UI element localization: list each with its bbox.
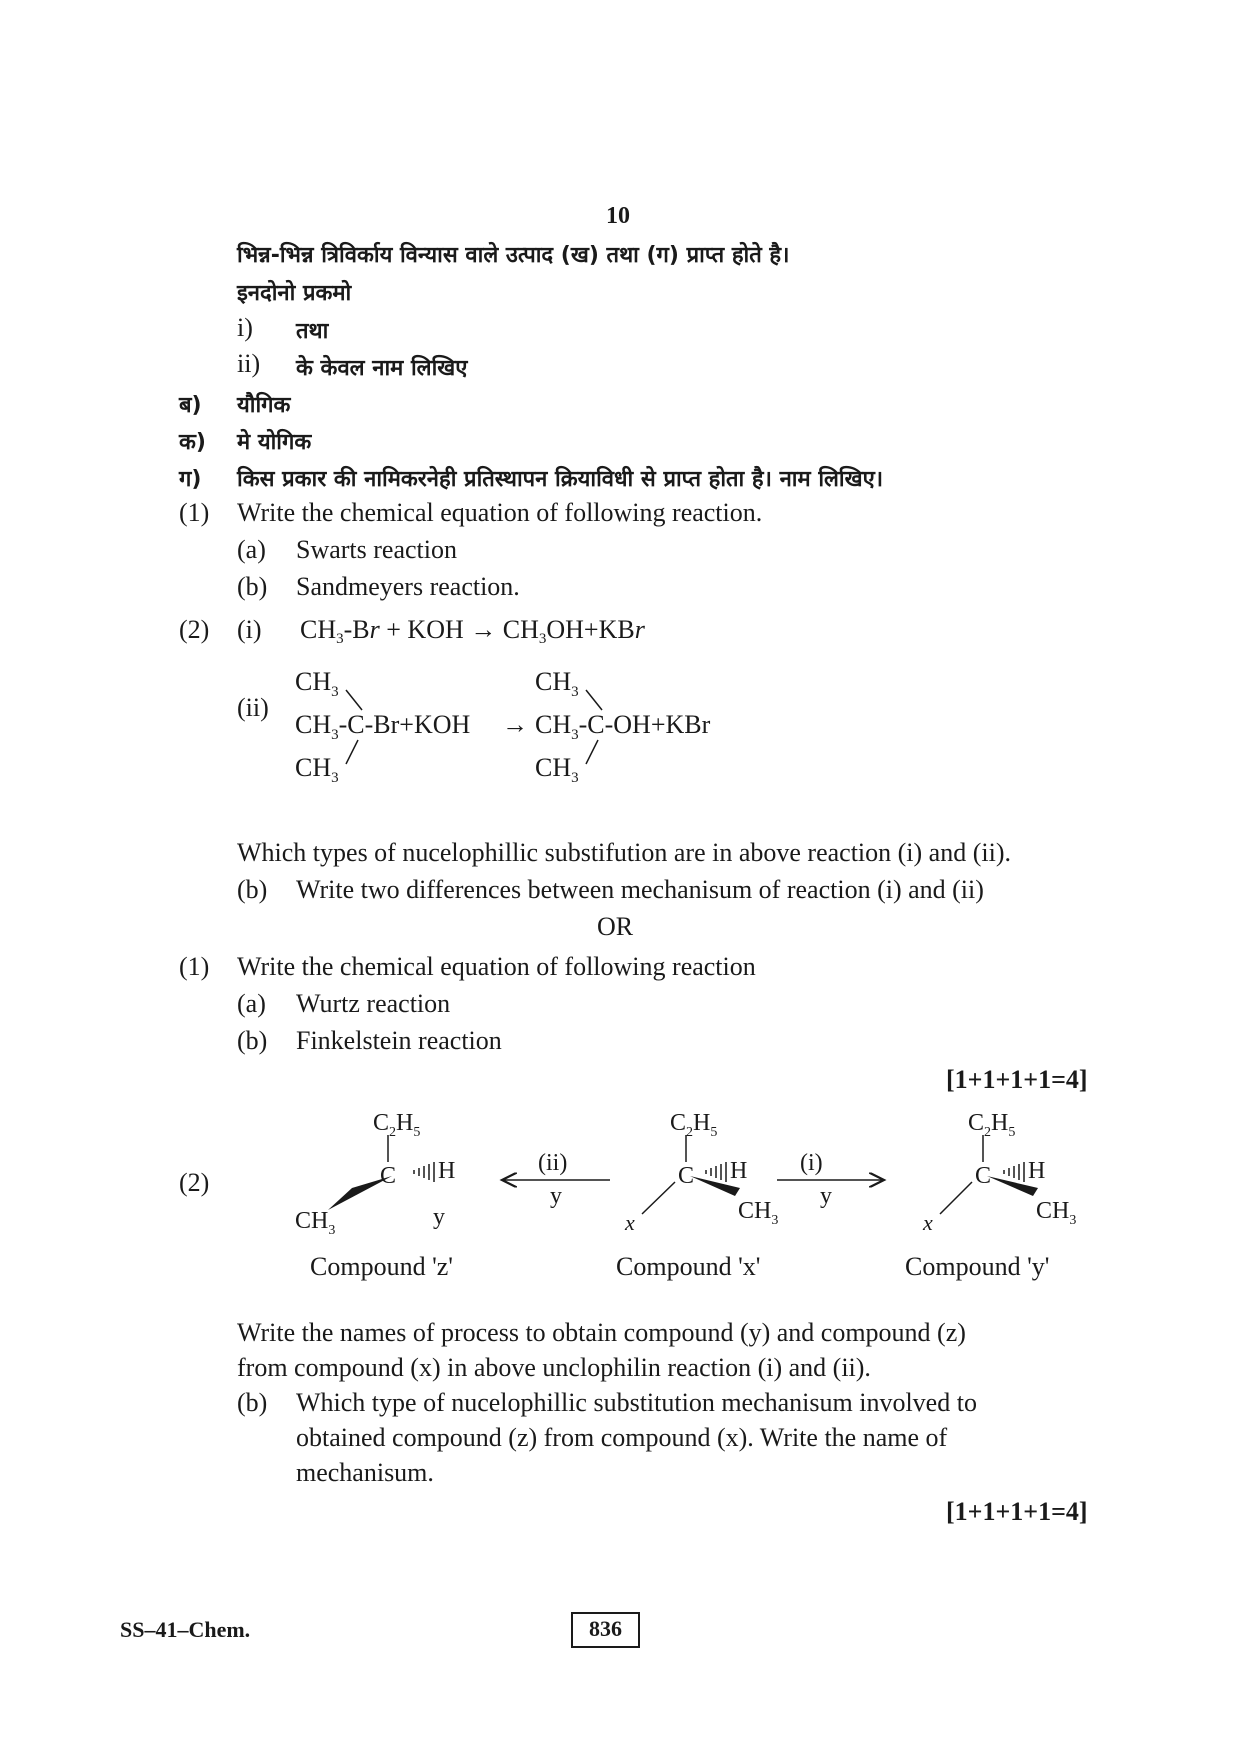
hindi-line-2: इनदोनो प्रकमो — [237, 281, 352, 306]
compound-y-label: Compound 'y' — [905, 1252, 1050, 1281]
stereo-diagram — [280, 1100, 1120, 1300]
arrow-right-bottom-label: y — [820, 1183, 832, 1209]
q1-or-a-label: (a) — [237, 989, 266, 1018]
svg-text:x: x — [923, 1210, 933, 1235]
svg-text:CH3: $CH_3$ — [295, 667, 339, 700]
q2-or-number: (2) — [179, 1168, 210, 1197]
hindi-ka-text: मे योगिक — [237, 430, 312, 455]
q2-i-equation: $CH_3-Br$ + KOH → $CH_3OH+KBr$ — [300, 615, 645, 647]
q2-or-b-line1: Which type of nucelophillic substitution mechanisum involved to — [296, 1388, 977, 1417]
q2-number: (2) — [179, 615, 210, 644]
svg-text:CH3: $CH_3$ — [1036, 1198, 1077, 1228]
hindi-sub-i-text: तथा — [296, 319, 329, 344]
hindi-ba-text: यौगिक — [237, 393, 291, 418]
q2-or-b-line3: mechanisum. — [296, 1458, 434, 1487]
hindi-ga-label: ग) — [179, 467, 202, 492]
q2-or-question-line1: Write the names of process to obtain compound (y) and compound (z) — [237, 1318, 966, 1347]
svg-text:C: C — [380, 1163, 397, 1189]
q1-b-text: Sandmeyers reaction. — [296, 572, 520, 601]
q1-text: Write the chemical equation of following reaction. — [237, 498, 763, 527]
q2-b-label: (b) — [237, 875, 268, 904]
svg-text:C2H5: $C_2H_5$ — [968, 1110, 1016, 1140]
hindi-ga-text: किस प्रकार की नामिकरनेही प्रतिस्थापन क्रियाविधी से प्राप्त होता है। नाम लिखिए। — [237, 467, 884, 492]
marks-1: [1+1+1+1=4] — [946, 1065, 1088, 1094]
reaction-ii-structure — [290, 660, 760, 790]
compound-z-label: Compound 'z' — [310, 1252, 453, 1281]
q1-or-a-text: Wurtz reaction — [296, 989, 451, 1018]
q1-or-b-label: (b) — [237, 1026, 268, 1055]
hindi-sub-ii-label: ii) — [237, 349, 261, 378]
svg-text:CH3: $CH_3$ — [738, 1198, 779, 1228]
arrow-left-bottom-label: y — [550, 1183, 562, 1209]
hindi-line-1: भिन्न-भिन्न त्रिविर्काय विन्यास वाले उत्पाद (ख) तथा (ग) प्राप्त होते है। — [237, 243, 790, 268]
compound-x-structure — [624, 1110, 778, 1235]
svg-text:→: → — [502, 710, 528, 739]
q1-number: (1) — [179, 498, 210, 527]
svg-text:CH3-C-Br+KOH: $CH_3-C-Br+KOH$ — [295, 710, 471, 743]
arrow-left-top-label: (ii) — [538, 1150, 568, 1176]
svg-text:CH3: $CH_3$ — [295, 1208, 336, 1238]
footer-page-number: 836 — [571, 1612, 640, 1648]
q2-or-b-label: (b) — [237, 1388, 268, 1417]
svg-text:CH3: $CH_3$ — [535, 753, 579, 786]
q2-or-b-line2: obtained compound (z) from compound (x). Write the name of — [296, 1423, 948, 1452]
svg-text:C: C — [678, 1163, 695, 1189]
q1-b-label: (b) — [237, 572, 268, 601]
q2-b-text: Write two differences between mechanisum of reaction (i) and (ii) — [296, 875, 984, 904]
hindi-ka-label: क) — [179, 430, 206, 455]
svg-text:C: C — [975, 1163, 992, 1189]
page-number-top: 10 — [606, 203, 630, 229]
q1-or-b-text: Finkelstein reaction — [296, 1026, 502, 1055]
marks-2: [1+1+1+1=4] — [946, 1497, 1088, 1526]
or-divider: OR — [597, 912, 634, 941]
svg-text:y: y — [433, 1204, 445, 1230]
q2-question: Which types of nucelophillic substifution are in above reaction (i) and (ii). — [237, 838, 1011, 867]
svg-text:C2H5: $C_2H_5$ — [373, 1110, 421, 1140]
arrow-right-top-label: (i) — [800, 1150, 823, 1176]
compound-z-structure — [295, 1110, 455, 1238]
compound-y-structure — [922, 1110, 1076, 1235]
q2-or-question-line2: from compound (x) in above unclophilin reaction (i) and (ii). — [237, 1353, 871, 1382]
q1-a-label: (a) — [237, 535, 266, 564]
q1-or-number: (1) — [179, 952, 210, 981]
svg-text:x: x — [625, 1210, 635, 1235]
hindi-ba-label: ब) — [179, 393, 202, 418]
svg-text:CH3: $CH_3$ — [535, 667, 579, 700]
compound-x-label: Compound 'x' — [616, 1252, 761, 1281]
svg-text:CH3-C-OH+KBr: $CH_3-C-OH+KBr$ — [535, 710, 711, 743]
svg-text:H: H — [730, 1158, 748, 1184]
hindi-sub-ii-text: के केवल नाम लिखिए — [296, 356, 468, 381]
svg-text:H: H — [438, 1158, 456, 1184]
svg-text:C2H5: $C_2H_5$ — [670, 1110, 718, 1140]
svg-text:H: H — [1028, 1158, 1046, 1184]
hindi-sub-i-label: i) — [237, 313, 253, 342]
q1-or-text: Write the chemical equation of following reaction — [237, 952, 756, 981]
q2-i-label: (i) — [237, 615, 262, 644]
q1-a-text: Swarts reaction — [296, 535, 458, 564]
q2-ii-label: (ii) — [237, 693, 269, 722]
svg-text:CH3: $CH_3$ — [295, 753, 339, 786]
footer-code: SS–41–Chem. — [120, 1617, 251, 1642]
